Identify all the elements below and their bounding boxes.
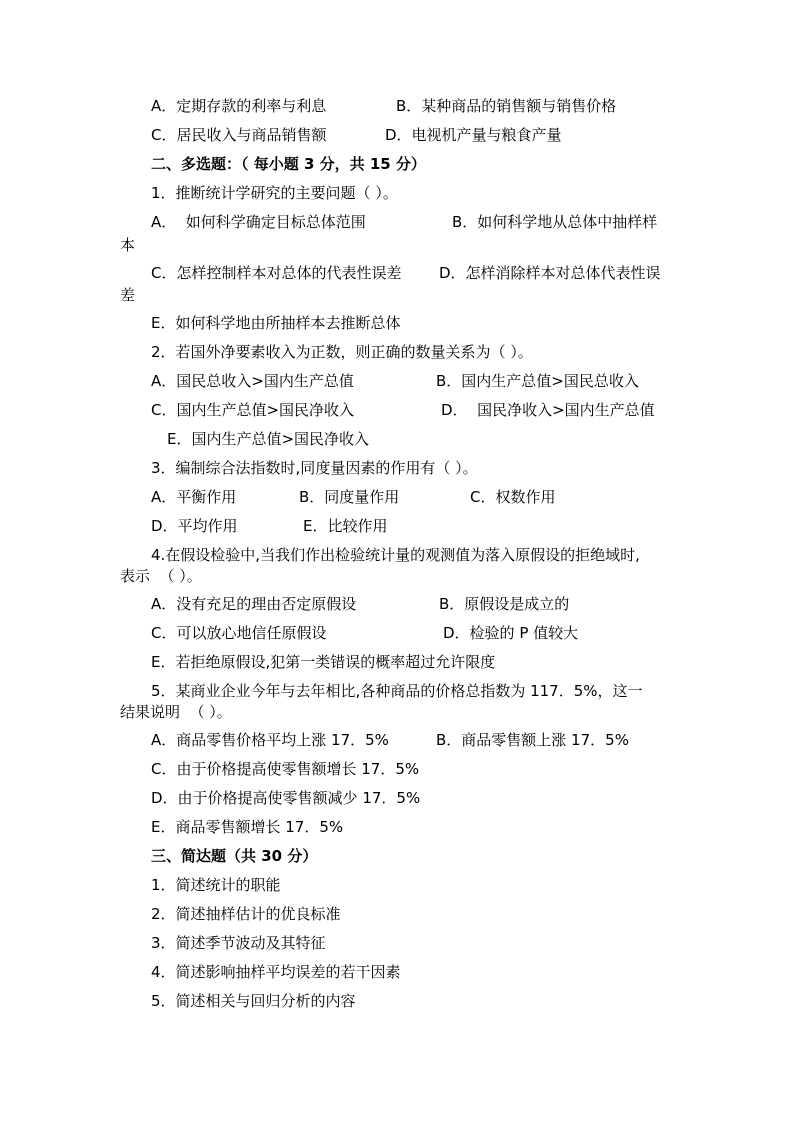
option-b-wrap: 本 bbox=[120, 236, 136, 254]
question-stem: 5．某商业企业今年与去年相比,各种商品的价格总指数为 117．5%，这一 bbox=[151, 682, 643, 700]
option-c: C．权数作用 bbox=[470, 488, 556, 506]
list-item: 1．简述统计的职能 bbox=[151, 876, 281, 894]
option-d: D．平均作用 bbox=[151, 517, 238, 535]
option-d: D．检验的 P 值较大 bbox=[443, 624, 579, 642]
option-b: B．原假设是成立的 bbox=[439, 595, 570, 613]
option-e: E．国内生产总值>国民净收入 bbox=[167, 430, 370, 448]
question-stem: 1．推断统计学研究的主要问题（ ）。 bbox=[151, 184, 398, 202]
option-a: A． 如何科学确定目标总体范围 bbox=[151, 213, 366, 231]
option-a: A．没有充足的理由否定原假设 bbox=[151, 595, 357, 613]
question-stem-wrap: 结果说明 （ ）。 bbox=[120, 703, 232, 721]
option-b: B．商品零售额上涨 17．5% bbox=[436, 731, 629, 749]
list-item: 5．简述相关与回归分析的内容 bbox=[151, 992, 356, 1010]
option-d: D．电视机产量与粮食产量 bbox=[385, 126, 562, 144]
section-heading: 二、多选题：（ 每小题 3 分，共 15 分） bbox=[151, 155, 426, 173]
option-a: A．平衡作用 bbox=[151, 488, 237, 506]
option-b: B．某种商品的销售额与销售价格 bbox=[396, 97, 617, 115]
option-d: D．由于价格提高使零售额减少 17．5% bbox=[151, 789, 421, 807]
option-c: C．可以放心地信任原假设 bbox=[151, 624, 327, 642]
section-heading: 三、简达题（共 30 分） bbox=[151, 847, 318, 865]
option-c: C．国内生产总值>国民净收入 bbox=[151, 401, 355, 419]
option-d: D． 国民净收入>国内生产总值 bbox=[441, 401, 655, 419]
option-c: C．怎样控制样本对总体的代表性误差 bbox=[151, 264, 402, 282]
option-d: D．怎样消除样本对总体代表性误 bbox=[439, 264, 661, 282]
list-item: 4．简述影响抽样平均误差的若干因素 bbox=[151, 963, 401, 981]
option-a: A．定期存款的利率与利息 bbox=[151, 97, 327, 115]
question-stem: 4.在假设检验中,当我们作出检验统计量的观测值为落入原假设的拒绝域时, bbox=[151, 546, 640, 564]
question-stem-wrap: 表示 （ ）。 bbox=[120, 567, 202, 585]
option-b: B．同度量作用 bbox=[299, 488, 400, 506]
option-e: E．如何科学地由所抽样本去推断总体 bbox=[151, 314, 401, 332]
option-a: A．商品零售价格平均上涨 17．5% bbox=[151, 731, 389, 749]
option-b: B．如何科学地从总体中抽样样 bbox=[452, 213, 658, 231]
option-e: E．比较作用 bbox=[303, 517, 388, 535]
question-stem: 3．编制综合法指数时,同度量因素的作用有（ ）。 bbox=[151, 459, 478, 477]
option-a: A．国民总收入>国内生产总值 bbox=[151, 372, 354, 390]
list-item: 2．简述抽样估计的优良标准 bbox=[151, 905, 341, 923]
option-e: E．若拒绝原假设,犯第一类错误的概率超过允许限度 bbox=[151, 653, 496, 671]
option-d-wrap: 差 bbox=[120, 286, 136, 304]
question-stem: 2．若国外净要素收入为正数，则正确的数量关系为（ ）。 bbox=[151, 343, 533, 361]
list-item: 3．简述季节波动及其特征 bbox=[151, 934, 326, 952]
option-c: C．居民收入与商品销售额 bbox=[151, 126, 327, 144]
option-b: B．国内生产总值>国民总收入 bbox=[436, 372, 639, 390]
option-c: C．由于价格提高使零售额增长 17．5% bbox=[151, 760, 420, 778]
option-e: E．商品零售额增长 17．5% bbox=[151, 818, 344, 836]
